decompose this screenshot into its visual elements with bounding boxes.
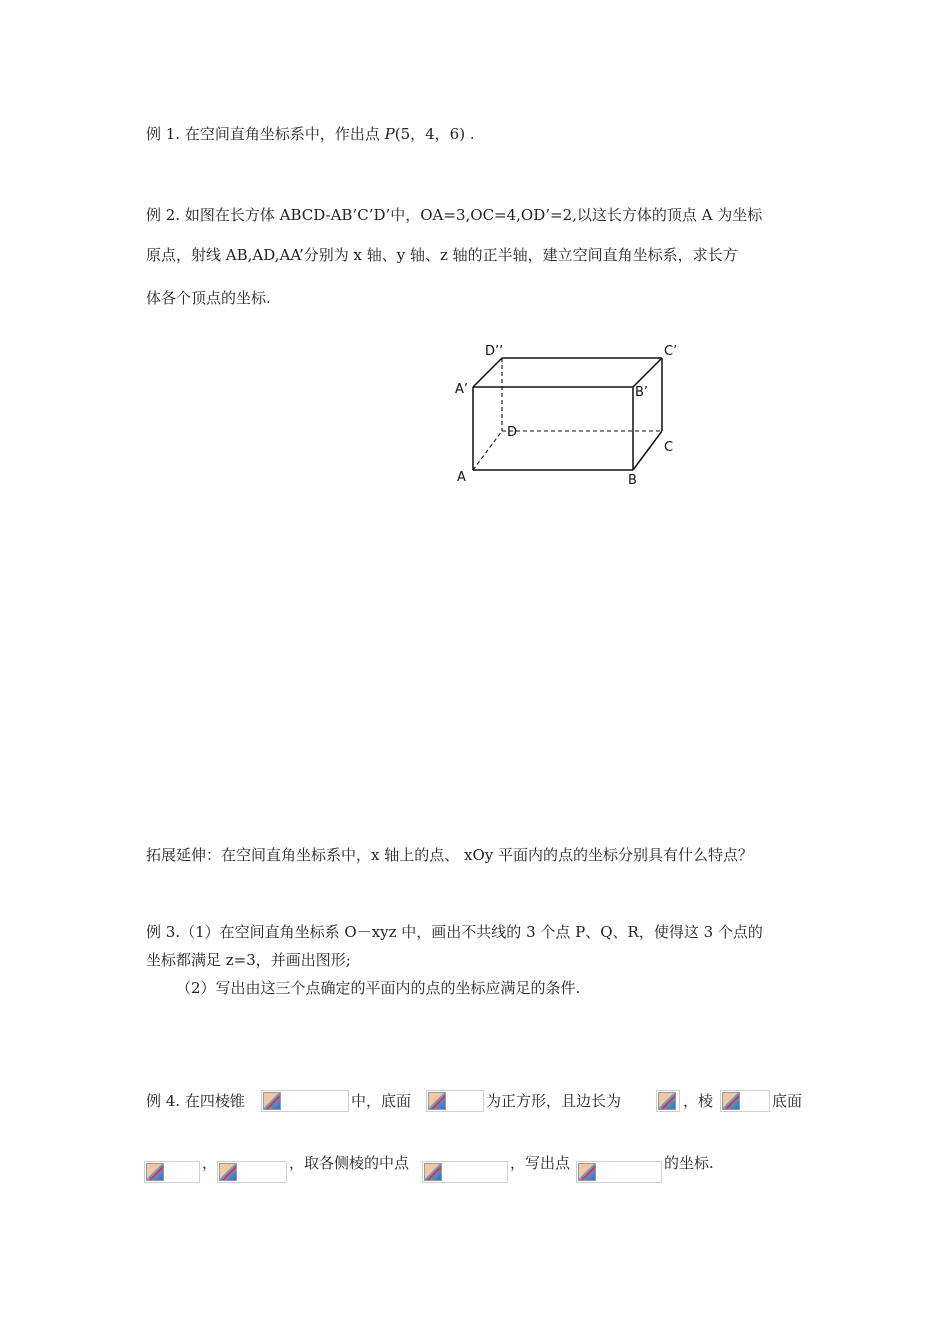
example-4-text-4: ，棱 — [683, 1092, 714, 1110]
example-4-text-5: 底面 — [772, 1092, 803, 1110]
broken-image-icon — [428, 1092, 446, 1110]
formula-image-placeholder — [576, 1161, 662, 1183]
broken-image-icon — [658, 1092, 676, 1110]
point-p: P — [384, 125, 395, 143]
edge-a-d-hidden — [473, 431, 502, 470]
formula-image-placeholder — [656, 1090, 680, 1112]
example-4-text-2: 中，底面 — [351, 1092, 412, 1110]
label-a: A — [457, 470, 466, 485]
formula-image-placeholder — [261, 1090, 349, 1112]
example-4-text-1: 例 4. 在四棱锥 — [146, 1092, 245, 1110]
formula-image-placeholder — [426, 1090, 484, 1112]
example-4-text-8: ，写出点 — [510, 1154, 571, 1172]
example-4-text-7: ，取各侧棱的中点 — [289, 1154, 410, 1172]
formula-image-placeholder — [422, 1161, 508, 1183]
formula-image-placeholder — [217, 1161, 287, 1183]
edge-c1-b1 — [633, 358, 662, 387]
label-d: D — [507, 425, 518, 440]
broken-image-icon — [424, 1163, 442, 1181]
example-2-line-2: 原点，射线 AB,AD,AA’分别为 x 轴、y 轴、z 轴的正半轴，建立空间直角坐标系，求长方 — [146, 246, 738, 264]
broken-image-icon — [263, 1092, 281, 1110]
extension-question: 拓展延伸：在空间直角坐标系中，x 轴上的点、 xOy 平面内的点的坐标分别具有什么特点？ — [146, 846, 753, 864]
example-3-line-3: （2）写出由这三个点确定的平面内的点的坐标应满足的条件. — [176, 979, 581, 997]
example-3-line-2: 坐标都满足 z=3，并画出图形; — [146, 951, 351, 969]
broken-image-icon — [722, 1092, 740, 1110]
broken-image-icon — [578, 1163, 596, 1181]
broken-image-icon — [219, 1163, 237, 1181]
label-b: B — [628, 473, 637, 488]
formula-image-placeholder — [144, 1161, 200, 1183]
example-4-text-6: ， — [202, 1154, 218, 1172]
label-b1: B’ — [635, 385, 649, 400]
label-a1: A’ — [455, 382, 469, 397]
edge-a1-d1 — [473, 358, 502, 387]
label-d1: D’’ — [485, 344, 504, 359]
example-2-line-3: 体各个顶点的坐标. — [146, 289, 271, 307]
example-2-line-1: 例 2. 如图在长方体 ABCD-AB’C’D’中，OA=3,OC=4,OD’=2,以这长方体的顶点 A 为坐标 — [146, 206, 763, 224]
broken-image-icon — [146, 1163, 164, 1181]
cuboid-figure — [440, 335, 700, 495]
edge-b-c — [633, 431, 662, 470]
formula-image-placeholder — [720, 1090, 770, 1112]
label-c: C — [664, 440, 674, 455]
example-4-text-3: 为正方形，且边长为 — [486, 1092, 622, 1110]
label-c1: C’ — [664, 344, 678, 359]
example-4-text-9: 的坐标. — [664, 1154, 714, 1172]
example-1: 例 1. 在空间直角坐标系中，作出点 P(5，4，6) . — [146, 125, 475, 143]
example-3-line-1: 例 3.（1）在空间直角坐标系 O－xyz 中，画出不共线的 3 个点 P、Q、R，使得这 3 个点的 — [146, 923, 763, 941]
